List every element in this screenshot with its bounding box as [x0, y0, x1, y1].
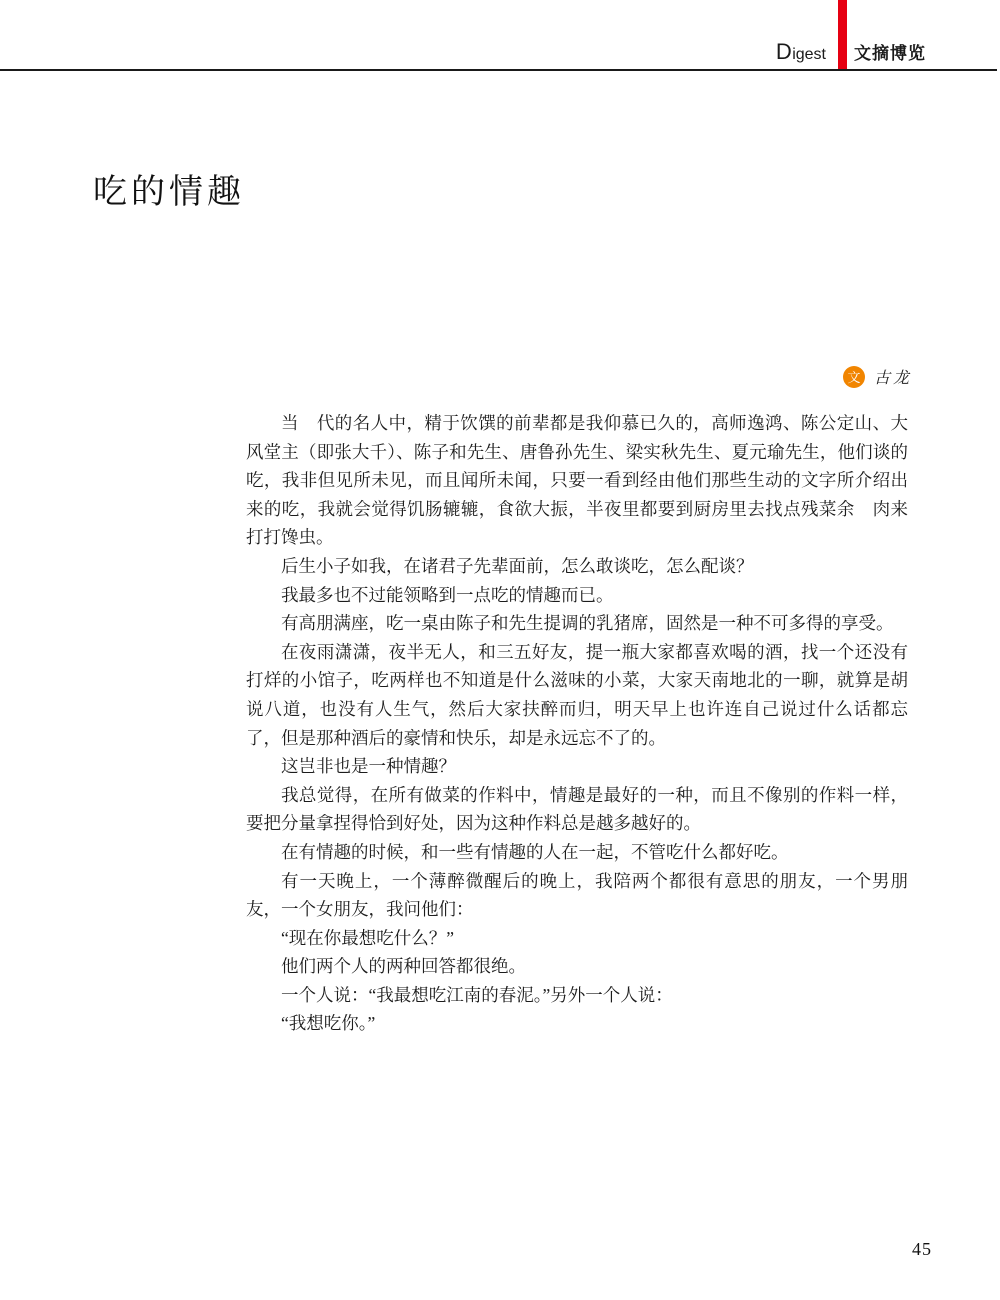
article-body	[246, 409, 908, 1038]
article-paragraph: 有一天晚上，一个薄醉微醒后的晚上，我陪两个都很有意思的朋友，一个男朋友，一个女朋友，我问他们：	[246, 870, 908, 920]
article-paragraph: “我想吃你。”	[281, 1013, 376, 1034]
author-row	[843, 365, 912, 388]
page-number: 45	[912, 1239, 932, 1259]
author-name: 古龙	[874, 370, 913, 387]
article-title: 吃的情趣	[93, 173, 245, 211]
article-paragraph: 我最多也不过能领略到一点吃的情趣而已。	[281, 584, 614, 605]
header-category-label: 文摘博览	[854, 44, 926, 63]
article-paragraph: 在夜雨潇潇，夜半无人，和三五好友，提一瓶大家都喜欢喝的酒，找一个还没有打烊的小馆子，吃两样也不知道是什么滋味的小菜，大家天南地北的一聊，就算是胡说八道，也没有人生气，然后大家扶醉而归，明天早上也许连自己说过什么话都忘了，但是那种酒后的豪情和快乐，却是永远忘不了的。	[246, 641, 908, 748]
article-paragraph: 一个人说：“我最想吃江南的春泥。”另外一个人说：	[281, 984, 673, 1005]
article-paragraph: 他们两个人的两种回答都很绝。	[281, 956, 526, 977]
author-badge-glyph: 文	[847, 370, 861, 385]
article-paragraph: “现在你最想吃什么？”	[281, 927, 455, 948]
article-paragraph: 后生小子如我，在诸君子先辈面前，怎么敢谈吃，怎么配谈？	[281, 555, 754, 576]
article-paragraph: 在有情趣的时候，和一些有情趣的人在一起，不管吃什么都好吃。	[281, 841, 789, 862]
digest-rest: igest	[792, 46, 826, 63]
article-paragraph: 这岂非也是一种情趣？	[281, 756, 456, 777]
author-badge-icon	[843, 366, 865, 388]
article-paragraph: 当 代的名人中，精于饮馔的前辈都是我仰慕已久的，高师逸鸿、陈公定山、大风堂主（即张大千）、陈子和先生、唐鲁孙先生、梁实秋先生、夏元瑜先生，他们谈的吃，我非但见所未见，而且闻所未闻，只要一看到经由他们那些生动的文字所介绍出来的吃，我就会觉得饥肠辘辘，食欲大振，半夜里都要到厨房里去找点残菜余 肉来打打馋虫。	[246, 413, 908, 548]
digest-initial: D	[775, 39, 793, 64]
article-paragraph: 有高朋满座，吃一桌由陈子和先生提调的乳猪席，固然是一种不可多得的享受。	[281, 613, 894, 634]
header-rule	[0, 69, 997, 71]
article-paragraph: 我总觉得，在所有做菜的作料中，情趣是最好的一种，而且不像别的作料一样，要把分量拿捏得恰到好处，因为这种作料总是越多越好的。	[246, 784, 908, 834]
header-digest-label	[0, 40, 826, 67]
header-red-divider	[838, 0, 847, 70]
